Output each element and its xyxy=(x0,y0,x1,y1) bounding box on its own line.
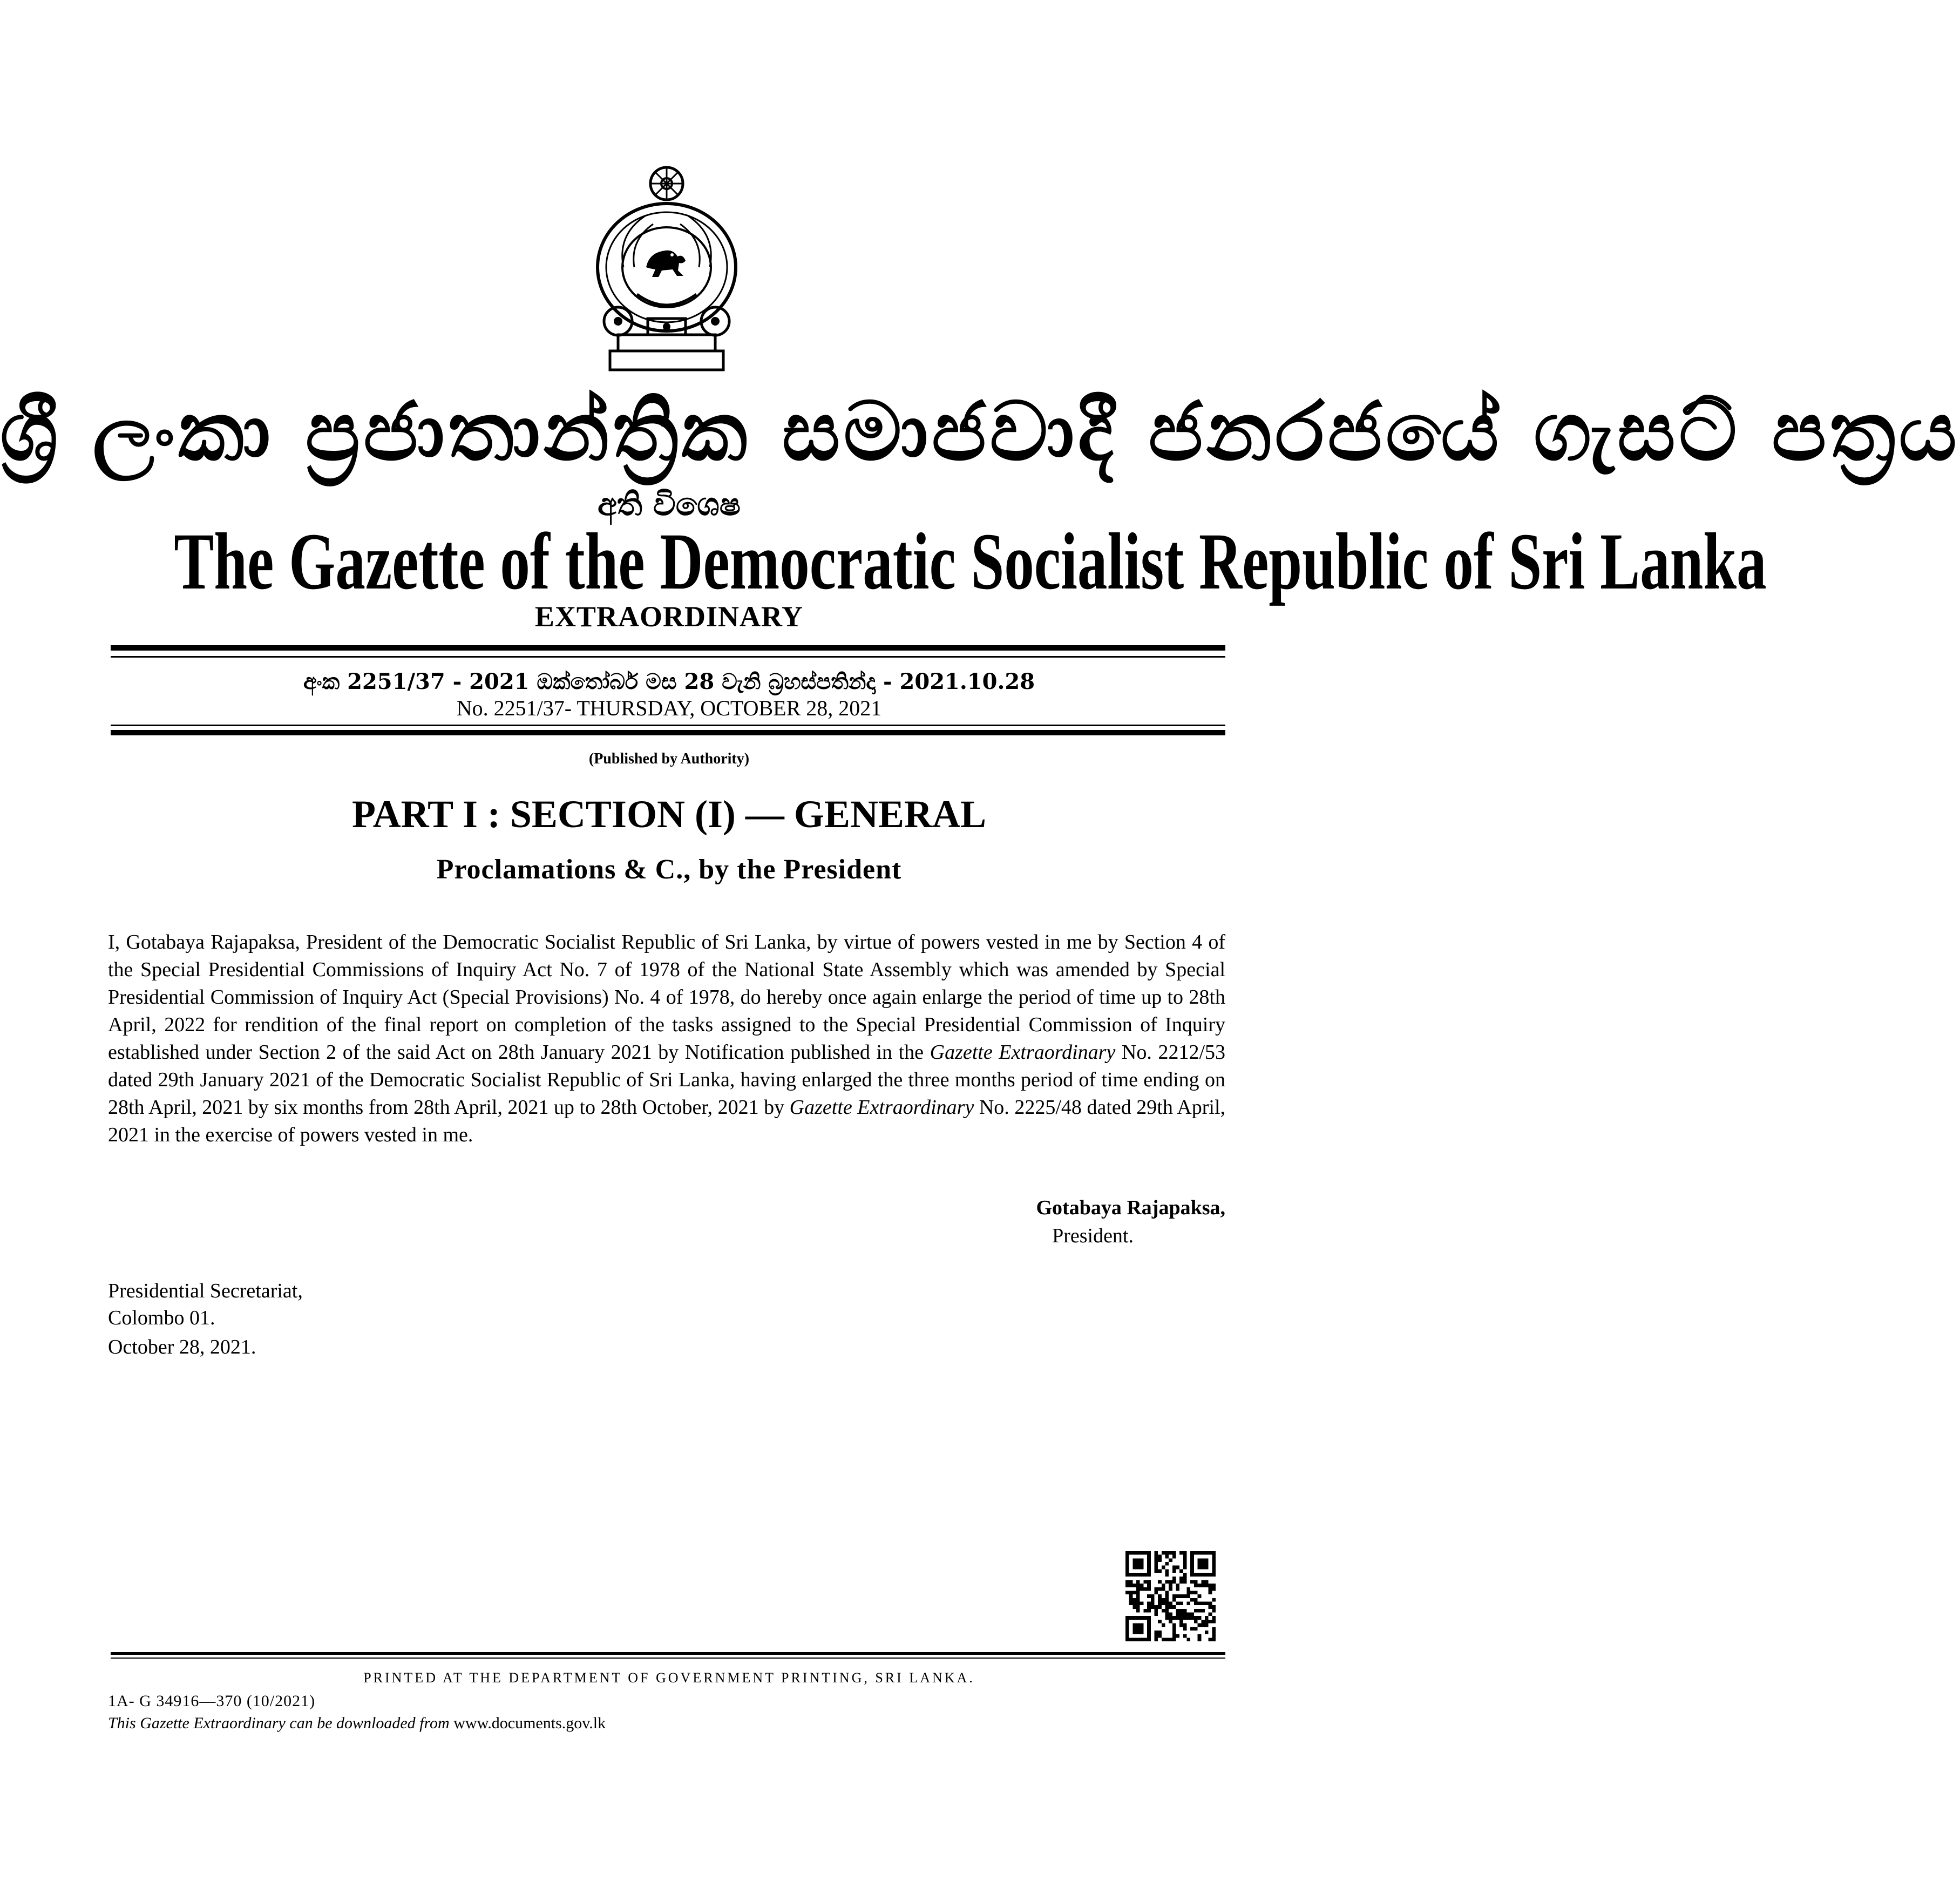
proclamation-text-part1: I, Gotabaya Rajapaksa, President of the Democratic Socialist Republic of Sri Lanka, by virtue of powers vested in me by Section 4 of the Special Presidential Commissions of Inquiry Act No. 7 of 1978 of the National State Assembly which was amended by Special Presidential Commission of Inquiry Act (Special Provisions) No. 4 of 1978, do hereby once again enlarge the period of time up to 28th April, 2022 for rendition of the final report on completion of the tasks assigned to the Special Presidential Commission of Inquiry established under Section 2 of the said Act on 28th January 2021 by Notification published in the xyxy=(108,931,1225,1064)
section-heading: Proclamations & C., by the President xyxy=(436,854,902,885)
address-line-1: Presidential Secretariat, xyxy=(108,1280,303,1302)
download-notice xyxy=(108,1715,606,1731)
sri-lanka-emblem-icon xyxy=(586,157,748,383)
proclamation-text-part3: No. 2225/48 dated 29th April, 2021 in the exercise of powers vested in me. xyxy=(108,1096,1225,1146)
issue-line-sinhala: අංක 2251/37 - 2021 ඔක්තෝබර් මස 28 වැනි බ්‍රහස්පතින්දා - 2021.10.28 xyxy=(303,669,1035,694)
signatory-name: Gotabaya Rajapaksa, xyxy=(1036,1196,1225,1219)
printer-notice: PRINTED AT THE DEPARTMENT OF GOVERNMENT PRINTING, SRI LANKA. xyxy=(363,1670,975,1686)
sinhala-extraordinary-label: අති විශෙෂ xyxy=(598,486,741,523)
download-notice-text: This Gazette Extraordinary can be downloaded from xyxy=(108,1714,450,1732)
gazette-reference-1: Gazette Extraordinary xyxy=(930,1041,1116,1064)
extraordinary-label: EXTRAORDINARY xyxy=(534,600,804,633)
signatory-title: President. xyxy=(1052,1225,1134,1247)
issue-date: October 28, 2021. xyxy=(108,1336,256,1358)
proclamation-text xyxy=(108,929,1225,1149)
issue-line-english: No. 2251/37- THURSDAY, OCTOBER 28, 2021 xyxy=(456,696,882,720)
qr-code-icon xyxy=(1125,1551,1216,1641)
header-rule-thick xyxy=(111,645,1225,651)
sinhala-gazette-title: ශ්‍රී ලංකා ප්‍රජාතාන්ත්‍රික සමාජවාදී ජනරජයේ ගැසට් පත්‍රය xyxy=(0,385,1960,479)
address-line-2: Colombo 01. xyxy=(108,1307,215,1329)
gazette-reference-2: Gazette Extraordinary xyxy=(789,1096,974,1119)
issue-rule-thin xyxy=(111,725,1225,726)
download-url[interactable]: www.documents.gov.lk xyxy=(453,1714,606,1732)
issue-rule-thick xyxy=(111,730,1225,735)
proclamation-text-part2: No. 2212/53 dated 29th January 2021 of the Democratic Socialist Republic of Sri Lanka, having enlarged the three months period of time ending on 28th April, 2021 by six months from 28th April, 2021 up to 28th October, 2021 by xyxy=(108,1041,1226,1119)
header-rule-thin xyxy=(111,656,1225,658)
print-code: 1A- G 34916—370 (10/2021) xyxy=(108,1692,316,1710)
gazette-title: The Gazette of the Democratic Socialist Republic of Sri Lanka xyxy=(174,517,1767,606)
part-heading: PART I : SECTION (I) — GENERAL xyxy=(352,793,986,836)
published-by-authority: (Published by Authority) xyxy=(588,750,750,767)
footer-rule-thick xyxy=(111,1652,1225,1655)
footer-rule-thin xyxy=(111,1658,1225,1659)
